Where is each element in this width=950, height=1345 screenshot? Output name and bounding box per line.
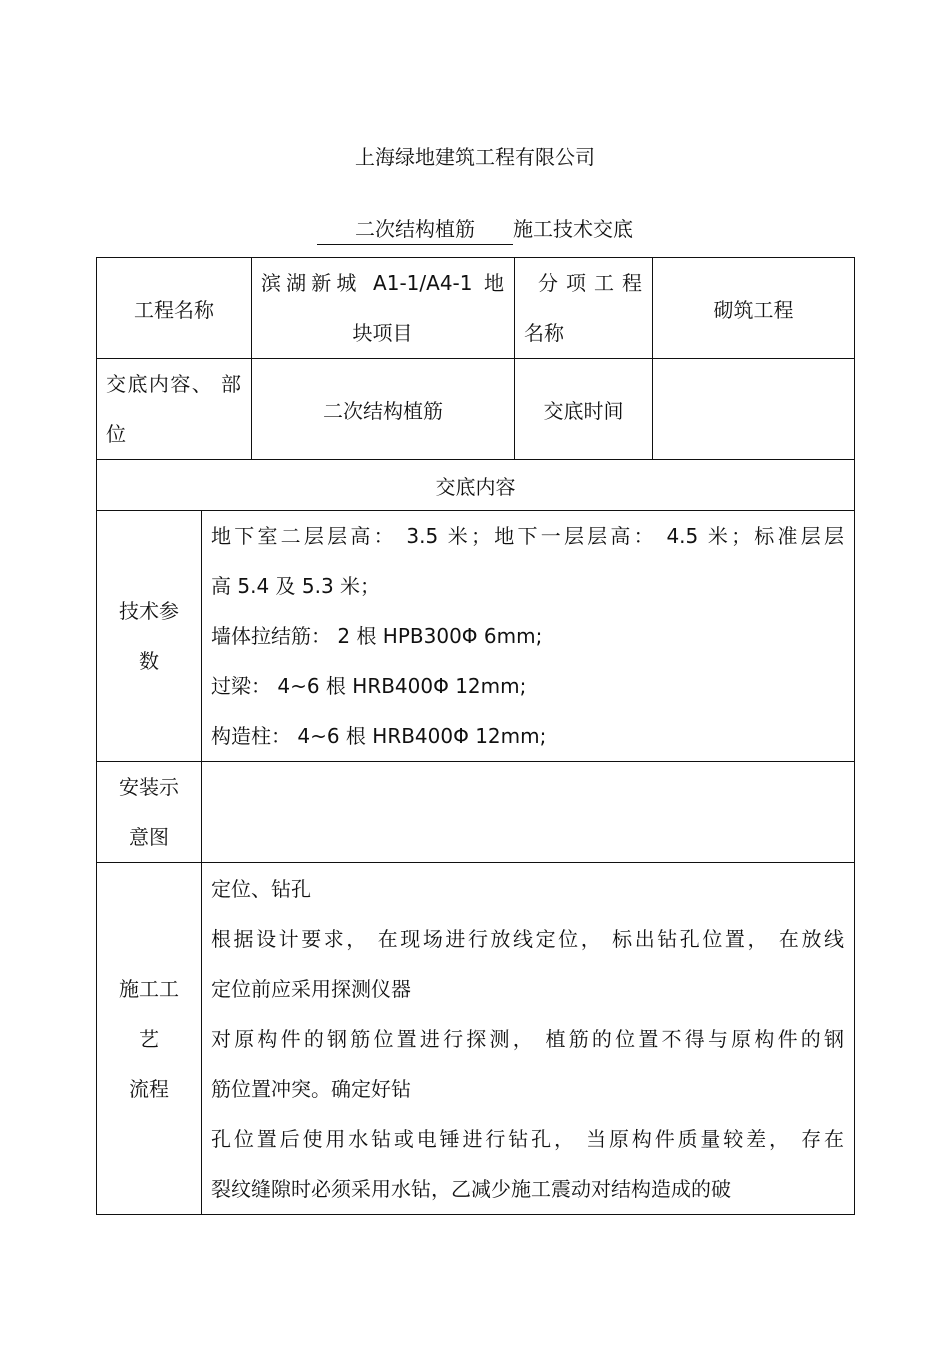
process-line: 裂纹缝隙时必须采用水钻，乙减少施工震动对结构造成的破 [211, 1177, 731, 1201]
install-diagram-area [202, 762, 855, 863]
company-name: 上海绿地建筑工程有限公司 [355, 145, 595, 169]
process-content [202, 863, 855, 1215]
process-line: 定位前应采用探测仪器 [211, 977, 411, 1001]
tech-line: 构造柱： 4~6 根 HRB400Φ 12mm; [211, 724, 547, 748]
tech-label-line1: 技术参 [119, 599, 179, 623]
process-line: 根据设计要求， 在现场进行放线定位， 标出钻孔位置， 在放线 [211, 927, 844, 951]
project-row [97, 258, 855, 359]
sub-project-label-line2: 名称 [524, 321, 564, 345]
install-row [97, 762, 855, 863]
install-label-line2: 意图 [129, 825, 169, 849]
process-line: 孔位置后使用水钻或电锤进行钻孔， 当原构件质量较差， 存在 [211, 1127, 844, 1151]
process-label-line3: 流程 [129, 1076, 169, 1101]
process-line: 筋位置冲突。确定好钻 [211, 1077, 411, 1101]
document-title [0, 216, 950, 245]
title-underlined: 二次结构植筋 [317, 216, 513, 245]
project-name-label: 工程名称 [97, 258, 252, 359]
disclosure-part-value: 二次结构植筋 [252, 359, 515, 460]
tech-label-line2: 数 [139, 649, 159, 673]
title-rest: 施工技术交底 [513, 217, 633, 241]
process-line: 对原构件的钢筋位置进行探测， 植筋的位置不得与原构件的钢 [211, 1027, 844, 1051]
sub-project-label [515, 258, 653, 359]
tech-line: 过梁： 4~6 根 HRB400Φ 12mm; [211, 674, 527, 698]
disclosure-part-label [97, 359, 252, 460]
tech-line: 高 5.4 及 5.3 米； [211, 574, 381, 598]
sub-project-value: 砌筑工程 [653, 258, 855, 359]
project-name-line2: 块项目 [352, 321, 413, 345]
tech-label [97, 511, 202, 762]
disclosure-table [96, 257, 855, 1215]
process-line: 定位、钻孔 [211, 877, 311, 901]
section-header: 交底内容 [97, 460, 855, 511]
sub-project-label-line1: 分 项 工 程 [538, 271, 642, 295]
disclosure-row [97, 359, 855, 460]
install-label [97, 762, 202, 863]
process-row [97, 863, 855, 1215]
disclosure-time-value [653, 359, 855, 460]
install-label-line1: 安装示 [119, 775, 179, 799]
tech-content [202, 511, 855, 762]
tech-row [97, 511, 855, 762]
tech-line: 地下室二层层高： 3.5 米；地下一层层高： 4.5 米；标准层层 [211, 524, 844, 548]
section-header-row [97, 460, 855, 511]
project-name-line1: 滨湖新城 A1-1/A4-1 地 [261, 271, 504, 295]
disclosure-part-label-line1: 交底内容、 部 [106, 372, 241, 396]
project-name-value [252, 258, 515, 359]
process-label-line1: 施工工 [119, 976, 179, 1001]
process-label [97, 863, 202, 1215]
disclosure-time-label: 交底时间 [515, 359, 653, 460]
disclosure-part-label-line2: 位 [106, 422, 126, 446]
tech-line: 墙体拉结筋： 2 根 HPB300Φ 6mm; [211, 624, 543, 648]
process-label-line2: 艺 [139, 1026, 159, 1051]
